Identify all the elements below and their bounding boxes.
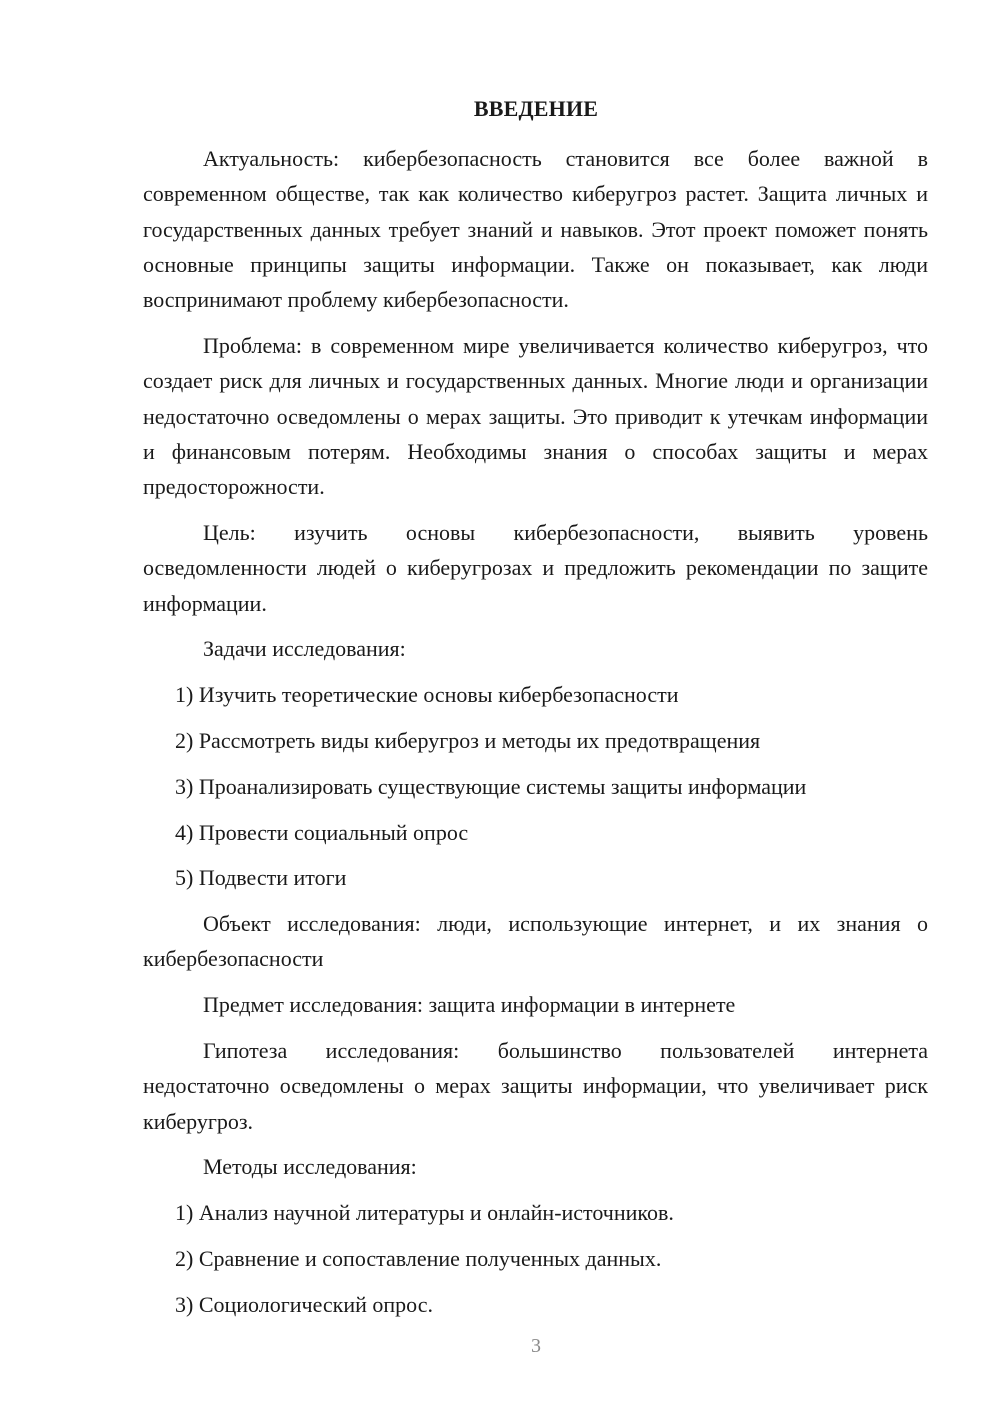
tasks-heading: Задачи исследования: <box>203 636 406 662</box>
tasks-list-item: 4) Провести социальный опрос <box>175 819 469 845</box>
tasks-list-item: 5) Подвести итоги <box>175 865 347 891</box>
methods-list-item: 2) Сравнение и сопоставление полученных данных. <box>175 1246 662 1272</box>
methods-list-item: 1) Анализ научной литературы и онлайн-источников. <box>175 1200 674 1226</box>
document-body <box>143 141 928 1333</box>
page-number: 3 <box>531 1335 541 1357</box>
page-title: ВВЕДЕНИЕ <box>473 96 599 121</box>
subject-paragraph: Предмет исследования: защита информации в интернете <box>203 992 736 1018</box>
object-paragraph: Объект исследования: люди, использующие интернет, и их знания о кибербезопасности <box>143 911 928 972</box>
relevance-paragraph: Актуальность: кибербезопасность становится все более важной в современном обществе, так как количество киберугроз растет. Защита личных и государственных данных требует знаний и навыков. Этот проект поможет понять основные принципы защиты информации. Также он показывает, как люди воспринимают проблему кибербезопасности. <box>143 146 928 313</box>
methods-list-item: 3) Социологический опрос. <box>175 1291 433 1317</box>
methods-heading: Методы исследования: <box>203 1154 417 1180</box>
tasks-list-item: 1) Изучить теоретические основы кибербезопасности <box>175 682 679 708</box>
tasks-list-item: 2) Рассмотреть виды киберугроз и методы их предотвращения <box>175 727 761 753</box>
goal-paragraph: Цель: изучить основы кибербезопасности, выявить уровень осведомленности людей о киберугрозах и предложить рекомендации по защите информации. <box>143 519 928 616</box>
problem-paragraph: Проблема: в современном мире увеличивается количество киберугроз, что создает риск для личных и государственных данных. Многие люди и организации недостаточно осведомлены о мерах защиты. Это приводит к утечкам информации и финансовым потерям. Необходимы знания о способах защиты и мерах предосторожности. <box>143 332 928 500</box>
hypothesis-paragraph: Гипотеза исследования: большинство пользователей интернета недостаточно осведомлены о мерах защиты информации, что увеличивает риск киберугроз. <box>143 1038 928 1134</box>
tasks-list-item: 3) Проанализировать существующие системы защиты информации <box>175 773 807 799</box>
